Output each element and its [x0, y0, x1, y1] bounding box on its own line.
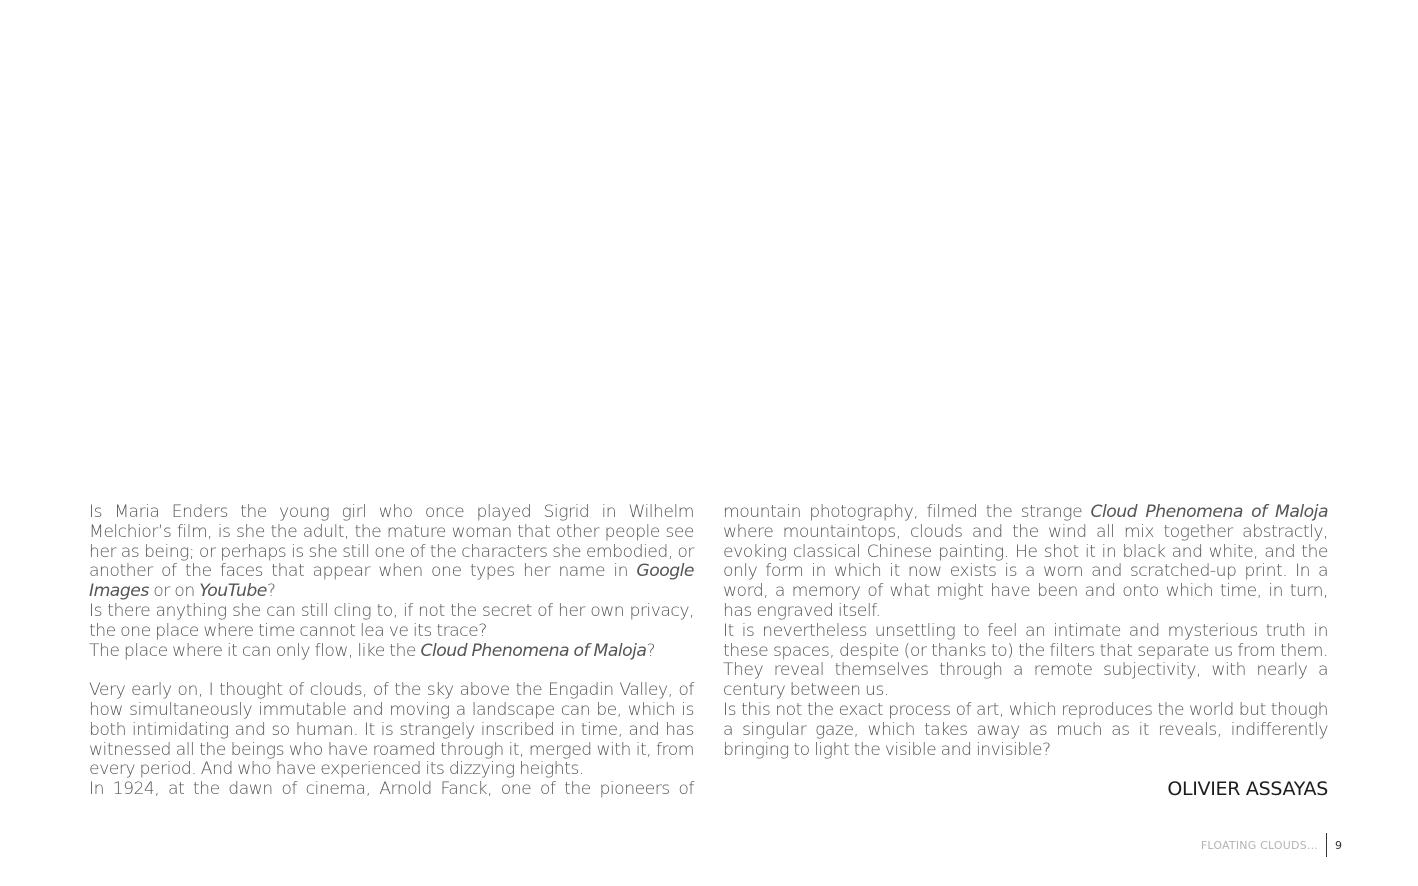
text-segment: The place where it can only flow, like the — [89, 640, 421, 661]
text-segment: where mountaintops, clouds and the wind all mix together abstractly, evoking classical Chinese painting. He shot it in black and white, and the only form in which it now exists is a worn and scratched-up print. In a word, a memory of what might have been and onto which time, in turn, has engraved itself. — [723, 521, 1328, 621]
paragraph-fanck: In 1924, at the dawn of cinema, Arnold Fanck, one of the pioneers of — [89, 779, 694, 800]
text-column-left — [89, 503, 694, 800]
italic-cloud-phenomena: Cloud Phenomena of Maloja — [1090, 502, 1328, 522]
italic-youtube: YouTube — [199, 581, 267, 602]
page-number: 9 — [1335, 838, 1342, 852]
paragraph-gap — [89, 661, 694, 681]
italic-google-images: Google Images — [89, 561, 694, 602]
paragraph-maria-enders — [89, 503, 694, 602]
text-segment: or on — [148, 581, 200, 602]
page-footer — [1201, 833, 1342, 857]
paragraph-unsettling: It is nevertheless unsettling to feel an intimate and mysterious truth in these spaces, despite (or thanks to) the filters that separate us from them. They reveal themselves through a remote subjectivity, with nearly a century between us. — [723, 620, 1328, 701]
paragraph-mountain-photography — [723, 503, 1328, 622]
text-segment: Is Maria Enders the young girl who once played Sigrid in Wilhelm Melchior’s film, is she the adult, the mature woman that other people see her as being; or perhaps is she still one of the characters she embodied, or another of the faces that appear when one types her name in — [89, 502, 694, 582]
paragraph-clouds: Very early on, I thought of clouds, of the sky above the Engadin Valley, of how simultaneously immutable and moving a landscape can be, which is both intimidating and so human. It is strangely inscribed in time, and has witnessed all the beings who have roamed through it, merged with it, from every period. And who have experienced its dizzying heights. — [89, 680, 694, 780]
italic-cloud-phenomena: Cloud Phenomena of Maloja — [420, 640, 647, 661]
author-signature: OLIVIER ASSAYAS — [1167, 778, 1328, 800]
paragraph-flow — [89, 642, 694, 662]
paragraph-process-of-art: Is this not the exact process of art, which reproduces the world but though a singular gaze, which takes away as much as it reveals, indifferently bringing to light the visible and invisible? — [723, 699, 1328, 760]
text-segment: ? — [266, 581, 276, 602]
text-segment: mountain photography, filmed the strange — [723, 502, 1091, 522]
footer-title: FLOATING CLOUDS... — [1200, 838, 1318, 852]
text-column-right — [723, 503, 1328, 760]
paragraph-cling: Is there anything she can still cling to, if not the secret of her own privacy, the one place where time cannot lea ve its trace? — [89, 600, 694, 641]
text-segment: ? — [646, 640, 656, 661]
